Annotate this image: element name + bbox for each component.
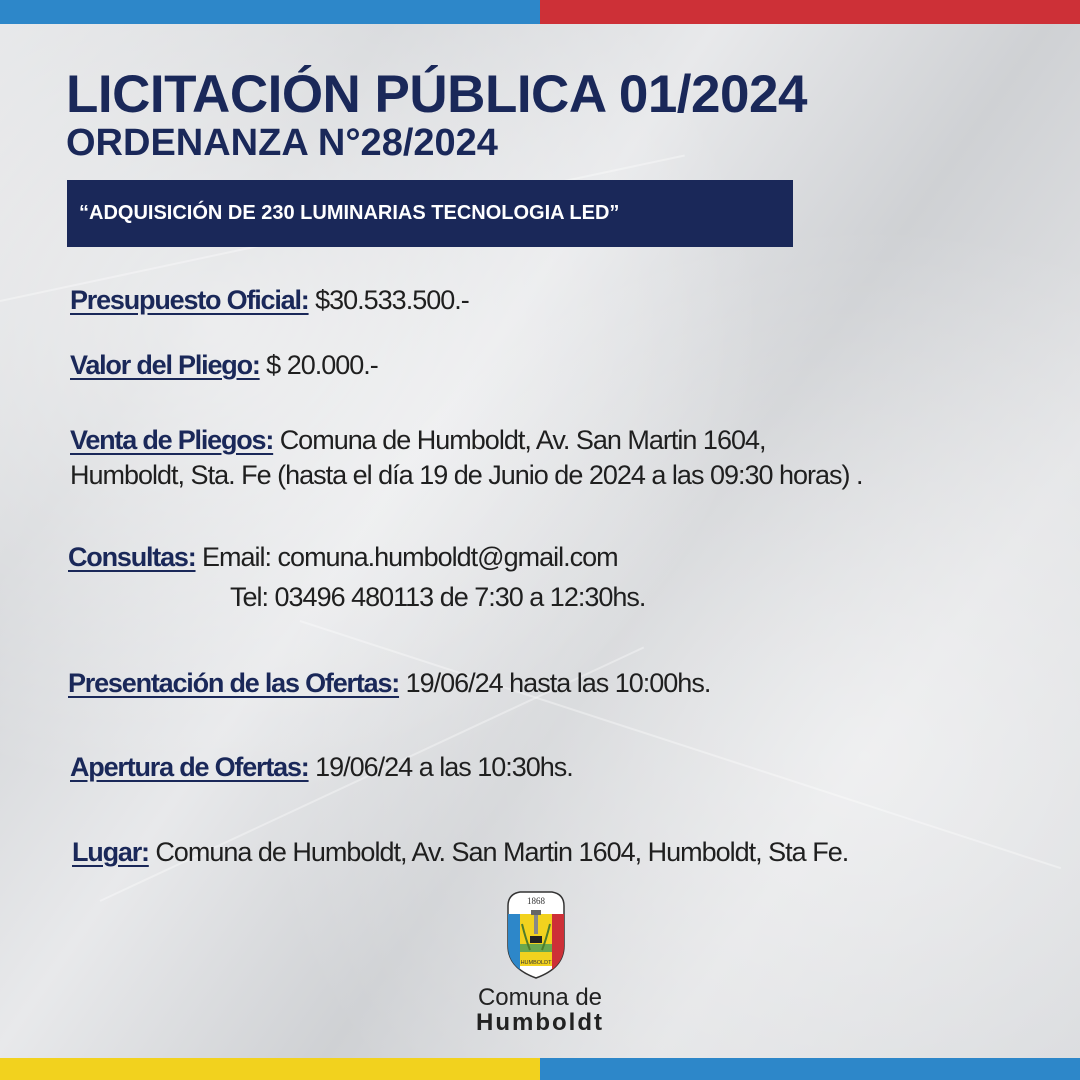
- submission-row: [68, 666, 710, 700]
- sale-row: [70, 423, 766, 457]
- top-stripe-blue: [0, 0, 540, 24]
- queries-phone: Tel: 03496 480113 de 7:30 a 12:30hs.: [230, 582, 646, 612]
- sale-line2: Humboldt, Sta. Fe (hasta el día 19 de Junio de 2024 a las 09:30 horas) .: [70, 460, 863, 490]
- top-stripe-red: [540, 0, 1080, 24]
- crest-caption: HUMBOLDT: [520, 960, 552, 966]
- budget-row: [70, 283, 469, 317]
- brand-name-line2: Humboldt: [476, 1009, 604, 1036]
- submission-value: 19/06/24 hasta las 10:00hs.: [405, 668, 711, 698]
- paper-crease: [300, 620, 1061, 869]
- subject-banner: [67, 180, 793, 247]
- bottom-stripe-yellow: [0, 1058, 540, 1080]
- bottom-stripe-blue: [540, 1058, 1080, 1080]
- place-value: Comuna de Humboldt, Av. San Martin 1604, Humboldt, Sta Fe.: [155, 837, 849, 867]
- budget-value: $30.533.500.-: [315, 285, 469, 315]
- opening-row: [70, 750, 573, 784]
- crest-icon: [500, 884, 572, 984]
- submission-label: Presentación de las Ofertas:: [68, 668, 400, 698]
- queries-email[interactable]: Email: comuna.humboldt@gmail.com: [202, 542, 618, 572]
- opening-label: Apertura de Ofertas:: [70, 752, 309, 782]
- place-label: Lugar:: [72, 837, 149, 867]
- budget-label: Presupuesto Oficial:: [70, 285, 309, 315]
- subject-text: “ADQUISICIÓN DE 230 LUMINARIAS TECNOLOGIA LED”: [79, 202, 620, 224]
- page-title: LICITACIÓN PÚBLICA 01/2024: [66, 65, 807, 124]
- fee-value: $ 20.000.-: [266, 350, 378, 380]
- queries-row: [68, 540, 618, 574]
- ordinance-number: ORDENANZA N°28/2024: [66, 122, 498, 164]
- queries-label: Consultas:: [68, 542, 196, 572]
- sale-line1: Comuna de Humboldt, Av. San Martin 1604,: [279, 425, 766, 455]
- fee-row: [70, 348, 378, 382]
- opening-value: 19/06/24 a las 10:30hs.: [315, 752, 573, 782]
- brand-name-line1: Comuna de: [477, 984, 603, 1011]
- place-row: [72, 835, 848, 869]
- sale-label: Venta de Pliegos:: [70, 425, 274, 455]
- crest-year: 1868: [527, 896, 545, 906]
- fee-label: Valor del Pliego:: [70, 350, 260, 380]
